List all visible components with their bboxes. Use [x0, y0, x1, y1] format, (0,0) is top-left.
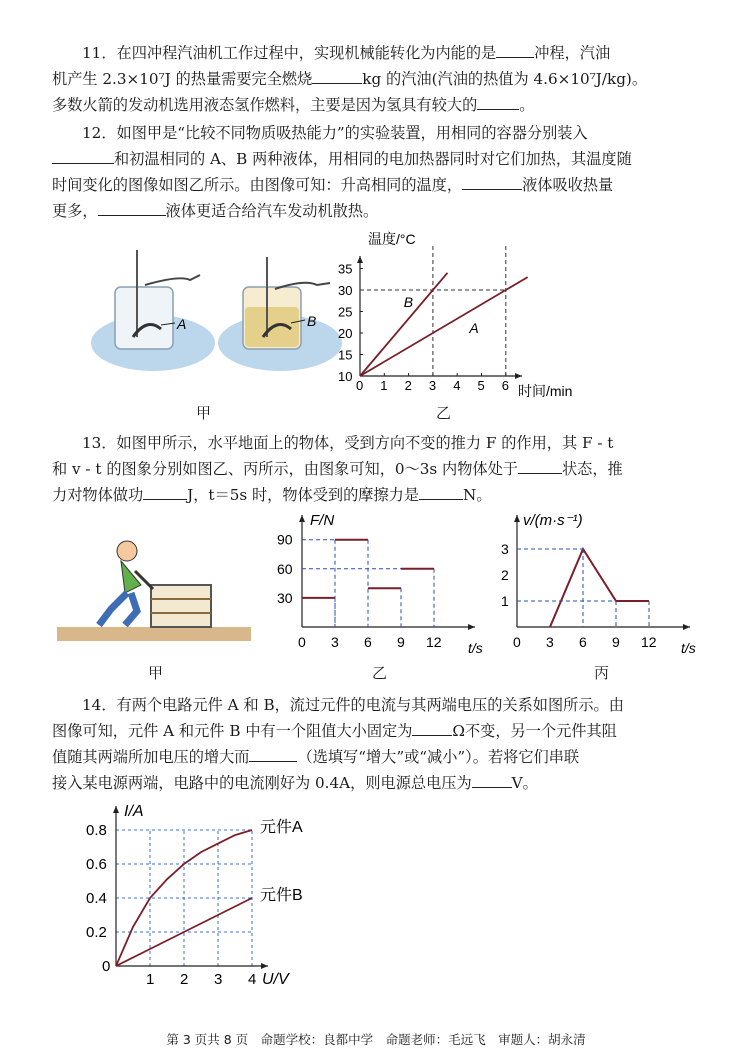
q11-text-1b: 冲程，汽油: [534, 44, 611, 62]
y-tick-label: 0.6: [86, 856, 107, 873]
y-tick-label: 30: [338, 283, 353, 298]
y-tick-label: 15: [338, 347, 353, 363]
x-tick-label: 6: [579, 634, 587, 650]
answer-blank[interactable]: [477, 92, 519, 110]
series-label-0: 元件A: [260, 819, 303, 836]
y-tick-label: 10: [338, 369, 353, 384]
x-tick-label: 12: [641, 634, 657, 650]
q11-text-1: 11．在四冲程汽油机工作过程中，实现机械能转化为内能的是: [82, 44, 497, 62]
caption-bing: 丙: [594, 664, 610, 682]
question-11: [52, 40, 722, 118]
velocity-line: [550, 549, 649, 627]
x-tick-label: 4: [248, 971, 257, 988]
x-tick-label: 0: [298, 634, 306, 650]
q12-text-3: 时间变化的图像如图乙所示。由图像可知：升高相同的温度，: [52, 176, 463, 194]
y-tick-label: 0.8: [86, 822, 107, 839]
force-time-chart: [270, 505, 495, 660]
q14-text-3: 值随其两端所加电压的增大而: [52, 748, 250, 766]
q11-text-2: 机产生 2.3×10⁷J 的热量需要完全燃烧: [52, 70, 313, 88]
box: [151, 585, 211, 627]
q12-text-4: 更多，: [52, 202, 98, 220]
x-tick-label: 1: [380, 378, 388, 393]
temperature-time-chart: [330, 228, 573, 406]
y-tick-label: 60: [277, 560, 293, 577]
q14-text-2: 图像可知，元件 A 和元件 B 中有一个阻值大小固定为: [52, 722, 413, 740]
page-footer: 第 3 页共 8 页 命题学校：良都中学 命题老师：毛远飞 审题人：胡永清: [166, 1032, 586, 1047]
x-tick-label: 0: [356, 378, 364, 393]
q14-text-4b: V。: [511, 774, 538, 792]
series-label-A: A: [469, 320, 479, 336]
x-tick-label: 1: [146, 971, 155, 988]
q14-text-1: 14．有两个电路元件 A 和 B，流过元件的电流与其两端电压的关系如图所示。由: [82, 696, 624, 714]
q11-text-3: 多数火箭的发动机选用液态氢作燃料，主要是因为氢具有较大的: [52, 96, 478, 114]
answer-blank[interactable]: [98, 198, 166, 216]
y-tick-label: 0.4: [86, 890, 107, 907]
current-voltage-chart: [80, 800, 340, 998]
x-tick-label: 2: [404, 378, 412, 393]
x-tick-label: 2: [180, 971, 189, 988]
y-tick-label: 3: [501, 541, 509, 557]
y-axis-label: F/N: [310, 512, 335, 529]
caption-jia: 甲: [148, 664, 164, 682]
x-tick-label: 6: [501, 378, 510, 393]
x-tick-label: 9: [397, 634, 405, 650]
question-13: [52, 430, 722, 508]
q13-text-3b: J，t＝5s 时，物体受到的摩擦力是: [187, 486, 420, 504]
y-tick-label: 0.2: [86, 924, 107, 941]
y-tick-label: 1: [501, 593, 509, 609]
answer-blank[interactable]: [143, 482, 187, 500]
series-label-B: B: [403, 294, 414, 311]
x-tick-label: 6: [364, 634, 372, 650]
y-tick-label: 20: [338, 326, 353, 341]
heater-cord-a: [145, 275, 200, 285]
x-axis-label: U/V: [262, 971, 289, 988]
caption-jia: 甲: [196, 404, 212, 422]
caption-yi: 乙: [372, 664, 388, 682]
y-axis-label: I/A: [124, 803, 144, 820]
boy-shirt: [121, 561, 141, 593]
answer-blank[interactable]: [518, 456, 562, 474]
q13-text-2: 和 v - t 的图象分别如图乙、丙所示，由图象可知，0～3s 内物体处于: [52, 460, 518, 478]
y-axis-label: 温度/°C: [368, 231, 416, 247]
answer-blank[interactable]: [312, 66, 362, 84]
question-12: [52, 120, 722, 224]
q14-text-2b: Ω不变，另一个元件其阻: [452, 722, 617, 740]
x-tick-label: 5: [477, 378, 485, 393]
answer-blank[interactable]: [462, 172, 522, 190]
series-line-A: [360, 277, 528, 376]
label-b: B: [307, 313, 317, 329]
y-axis-arrow: [113, 806, 119, 813]
q13-text-1: 13．如图甲所示，水平地面上的物体，受到方向不变的推力 F 的作用，其 F - t: [82, 434, 614, 452]
answer-blank[interactable]: [419, 482, 463, 500]
q13-text-3c: N。: [463, 486, 492, 504]
q12-text-3b: 液体吸收热量: [522, 176, 614, 194]
y-axis-arrow: [299, 515, 305, 522]
y-tick-label: 90: [277, 531, 293, 548]
boy-pushing-box-illustration: [55, 535, 255, 645]
x-tick-label: 12: [426, 634, 442, 650]
x-tick-label: 3: [214, 971, 223, 988]
y-tick-label: 25: [338, 304, 353, 320]
beaker-a: [115, 287, 173, 349]
x-tick-label: 3: [428, 378, 437, 393]
velocity-time-chart: [495, 505, 720, 660]
answer-blank[interactable]: [412, 718, 452, 736]
q13-text-3: 力对物体做功: [52, 486, 144, 504]
y-axis-arrow: [357, 256, 363, 263]
y-tick-label: 2: [501, 567, 509, 583]
x-axis-arrow: [468, 624, 475, 630]
x-axis-arrow: [683, 624, 690, 630]
x-axis-label: t/s: [468, 640, 483, 656]
answer-blank[interactable]: [472, 770, 512, 788]
question-14: [52, 692, 722, 796]
x-tick-label: 3: [331, 634, 339, 650]
q14-text-4: 接入某电源两端，电路中的电流刚好为 0.4A，则电源总电压为: [52, 774, 472, 792]
q11-text-2b: kg 的汽油(汽油的热值为 4.6×10⁷J/kg)。: [362, 70, 648, 88]
q12-text-2: 和初温相同的 A、B 两种液体，用相同的电加热器同时对它们加热，其温度随: [114, 150, 632, 168]
x-tick-label: 0: [513, 634, 521, 650]
label-a: A: [177, 316, 187, 332]
y-axis-label: v/(m·s⁻¹): [523, 512, 583, 529]
boy-head: [117, 541, 137, 561]
x-axis-label: 时间/min: [518, 383, 573, 399]
answer-blank[interactable]: [52, 146, 114, 164]
answer-blank[interactable]: [249, 744, 297, 762]
caption-yi: 乙: [436, 404, 452, 422]
y-tick-label: 35: [338, 261, 353, 277]
x-axis-arrow: [515, 373, 522, 379]
x-axis-label: t/s: [681, 640, 696, 656]
series-line-B: [360, 273, 447, 376]
q14-text-3b: （选填写“增大”或“减小”）。若将它们串联: [297, 748, 580, 766]
x-tick-label: 4: [453, 378, 461, 393]
x-axis-arrow: [261, 963, 268, 969]
ground: [57, 627, 251, 641]
x-tick-label: 3: [546, 634, 554, 650]
q13-text-2b: 状态，推: [561, 460, 623, 478]
series-label-1: 元件B: [260, 887, 303, 904]
q12-text-4b: 液体更适合给汽车发动机散热。: [165, 202, 379, 220]
boy-leg: [99, 593, 127, 625]
q12-text-1: 12．如图甲是“比较不同物质吸热能力”的实验装置，用相同的容器分别装入: [82, 124, 588, 142]
y-axis-arrow: [514, 515, 520, 522]
beaker-apparatus-illustration: [85, 245, 355, 375]
y-tick-label: 0: [102, 958, 111, 975]
x-tick-label: 9: [612, 634, 620, 650]
answer-blank[interactable]: [496, 40, 534, 58]
y-tick-label: 30: [277, 589, 293, 606]
q11-text-3b: 。: [519, 96, 535, 114]
